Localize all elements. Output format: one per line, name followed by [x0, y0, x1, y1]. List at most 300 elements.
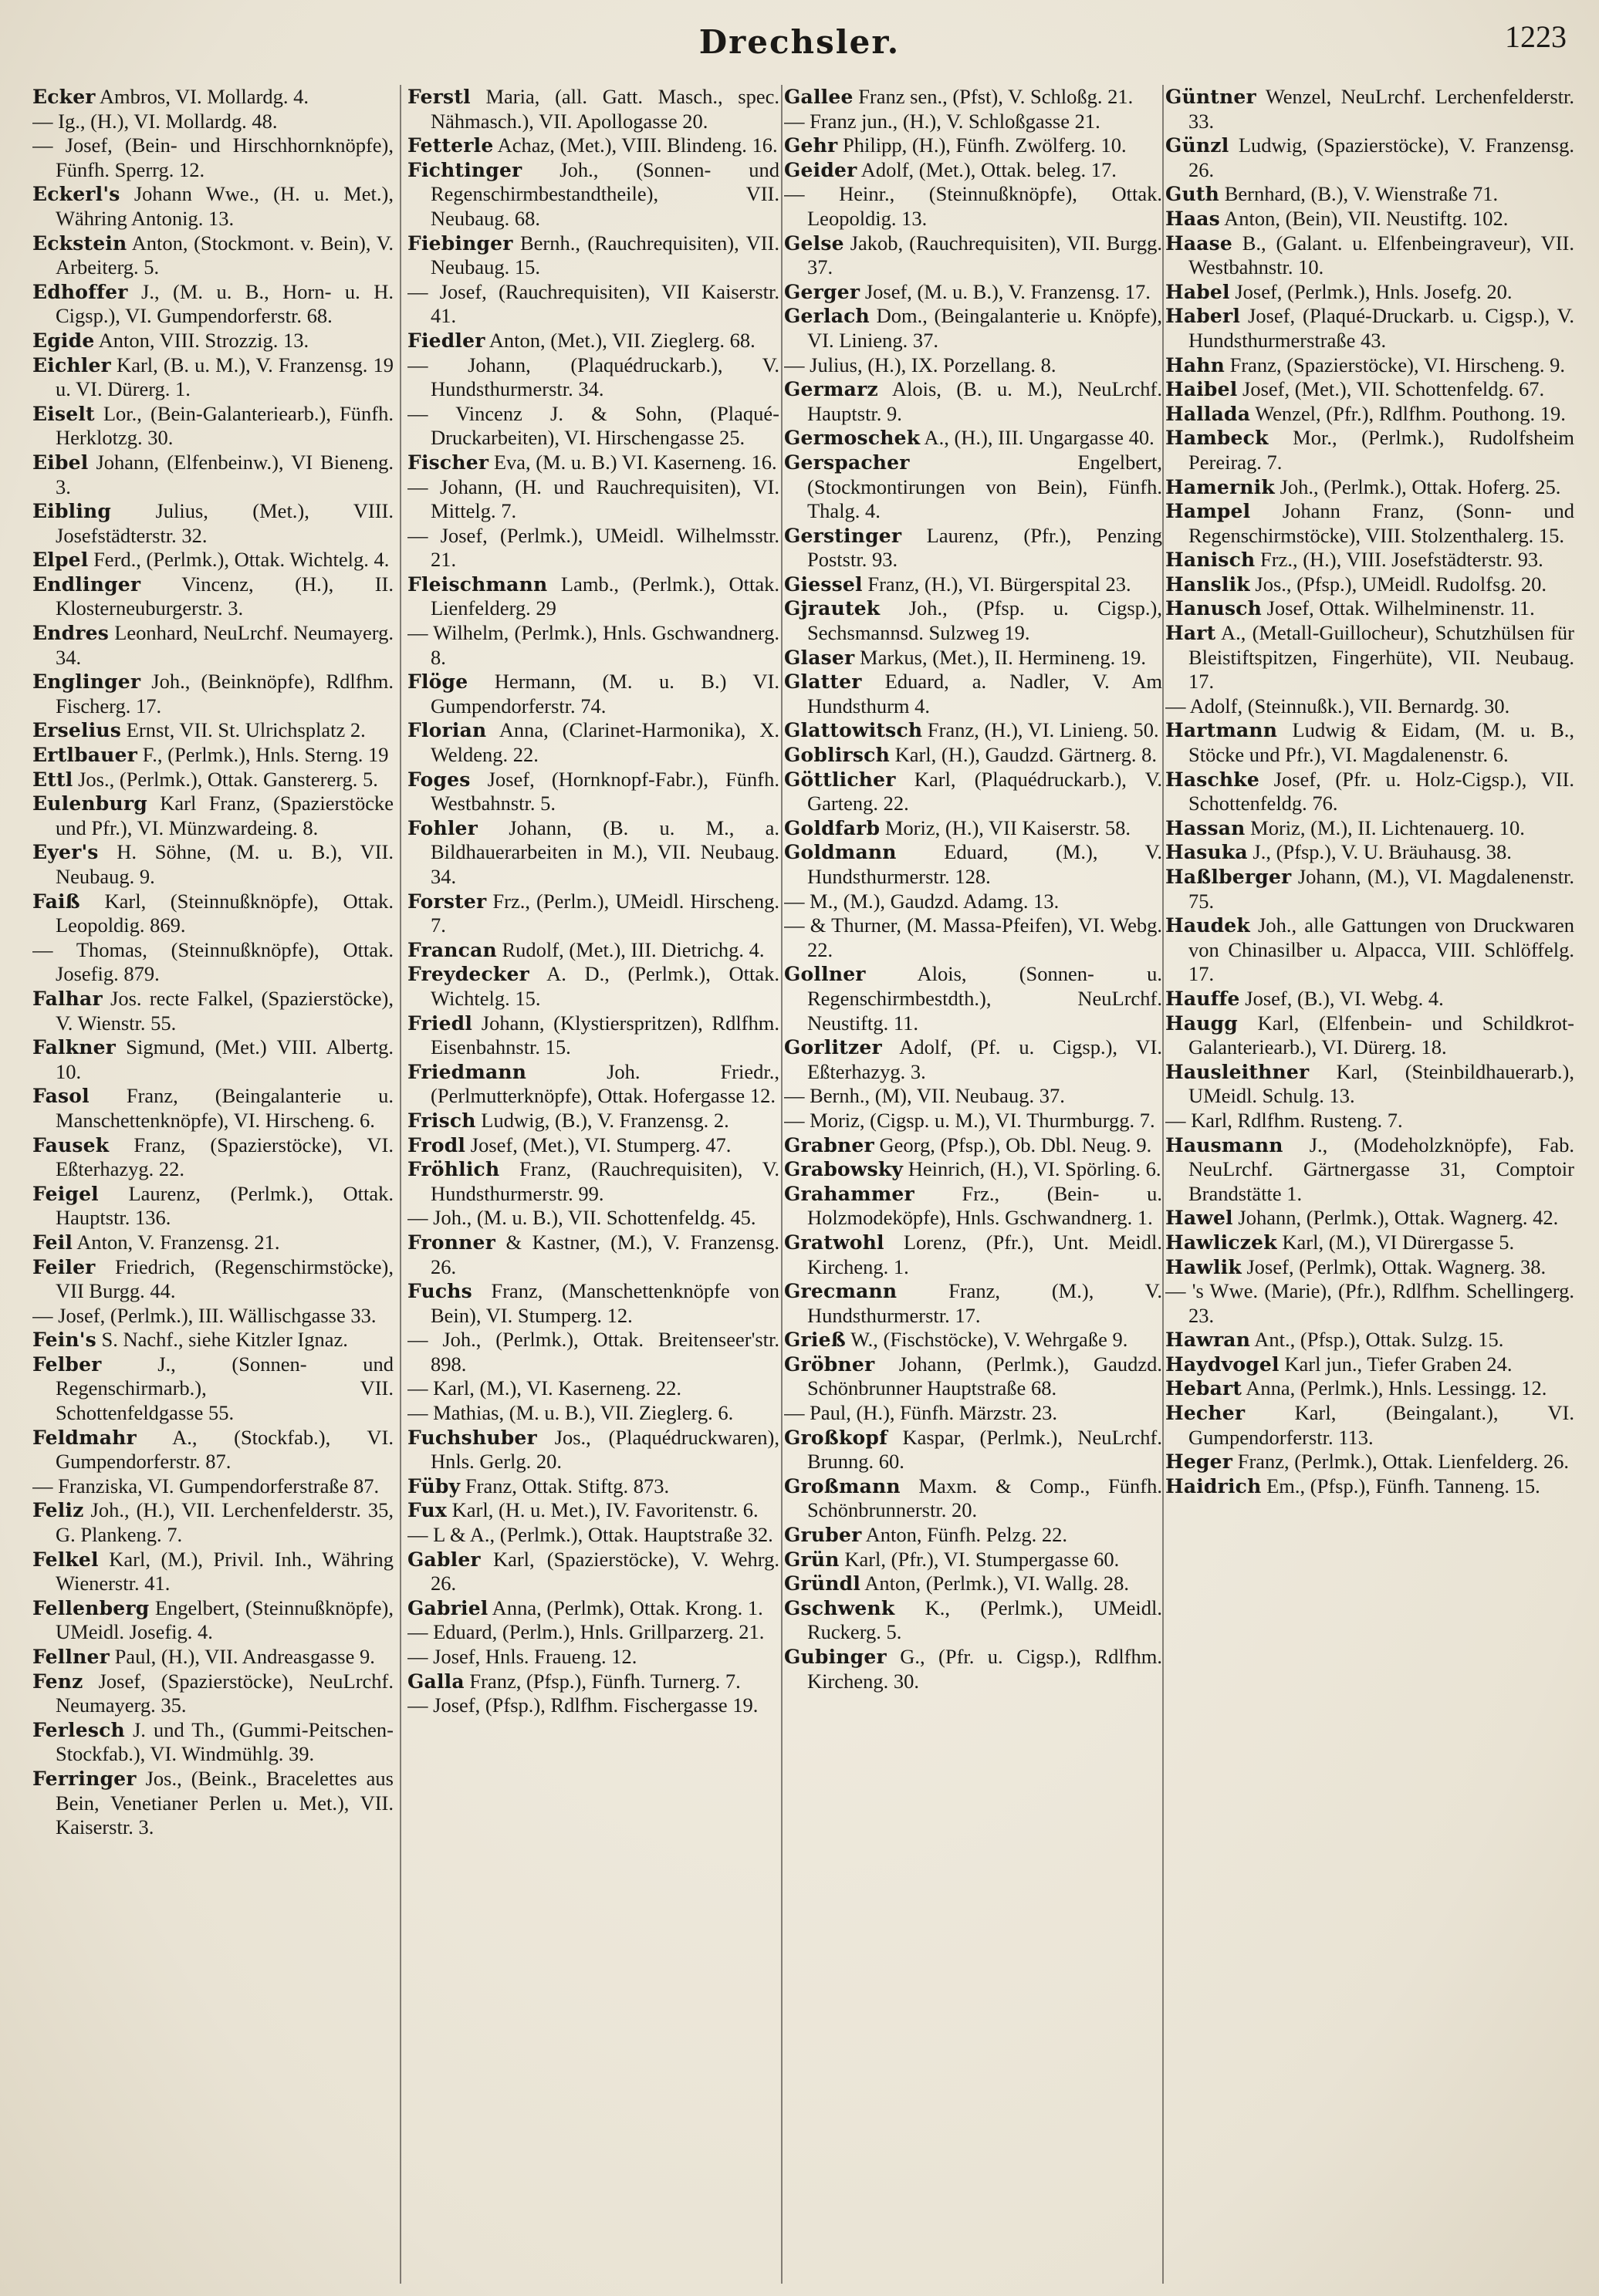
directory-entry: [784, 231, 1162, 280]
directory-entry: [32, 1255, 394, 1304]
entry-details: Anton, (Stockmont. v. Bein), V. Arbeiterg. 5.: [56, 231, 394, 279]
entry-details: W., (Fischstöcke), V. Wehrgaße 9.: [845, 1328, 1128, 1352]
entry-details: Karl, (H.), Gaudzd. Gärtnerg. 8.: [889, 743, 1158, 767]
entry-name: Eckstein: [32, 231, 127, 255]
directory-entry: [784, 1157, 1162, 1182]
directory-entry: [407, 1060, 779, 1109]
directory-entry: [407, 572, 779, 621]
entry-details: Lorenz, (Pfr.), Unt. Meidl. Kircheng. 1.: [807, 1230, 1162, 1278]
entry-details: — Moriz, (Cigsp. u. M.), VI. Thurmburgg. 7.: [784, 1108, 1155, 1132]
entry-details: Johann, (Elfenbeinw.), VI Bieneng. 3.: [56, 450, 394, 498]
entry-name: Forster: [407, 890, 487, 913]
entry-name: Fiedler: [407, 329, 485, 352]
entry-details: Karl, (H. u. Met.), IV. Favoritenstr. 6.: [447, 1498, 759, 1522]
entry-details: — Ig., (H.), VI. Mollardg. 48.: [32, 109, 278, 133]
page-number: 1223: [1505, 19, 1567, 54]
entry-details: Josef, (Perlmk.), Hnls. Josefg. 20.: [1229, 279, 1513, 303]
entry-name: Ettl: [32, 768, 73, 791]
directory-entry: [407, 1401, 779, 1426]
entry-details: Joh., alle Gattungen von Druckwaren von Chinasilber u. Alpacca, VIII. Schlöffelg. 17.: [1188, 913, 1574, 986]
entry-name: Frodl: [407, 1133, 466, 1156]
entry-name: Friedmann: [407, 1060, 527, 1083]
directory-entry: [407, 670, 779, 718]
entry-details: — & Thurner, (M. Massa-Pfeifen), VI. Webg. 22.: [784, 913, 1162, 961]
entry-name: Haidrich: [1165, 1474, 1262, 1497]
entry-details: K., (Perlmk.), UMeidl. Ruckerg. 5.: [807, 1595, 1162, 1644]
entry-details: Karl, (Pfr.), VI. Stumpergasse 60.: [839, 1547, 1120, 1571]
directory-entry: [1165, 1450, 1574, 1474]
entry-name: Grecmann: [784, 1280, 898, 1303]
directory-entry: [784, 158, 1162, 183]
entry-details: Karl, (Plaquédruckarb.), V. Garteng. 22.: [807, 767, 1162, 815]
entry-details: Josef, Ottak. Wilhelminenstr. 11.: [1262, 596, 1535, 620]
entry-name: Haudek: [1165, 914, 1250, 937]
entry-name: Feldmahr: [32, 1426, 137, 1449]
directory-entry: [407, 1670, 779, 1694]
entry-name: Günzl: [1165, 134, 1229, 157]
directory-entry: [1165, 133, 1574, 182]
directory-entry: [407, 158, 779, 231]
entry-details: Laurenz, (Pfr.), Penzing Poststr. 93.: [807, 523, 1162, 572]
entry-name: Endlinger: [32, 572, 141, 596]
entry-details: Johann, (Klystierspritzen), Rdlfhm. Eisenbahnstr. 15.: [431, 1011, 779, 1059]
entry-details: Karl, (M.), Privil. Inh., Währing Wienerstr. 41.: [56, 1547, 394, 1595]
entry-name: Fetterle: [407, 134, 494, 157]
directory-entry: [407, 475, 779, 524]
directory-entry: [407, 1133, 779, 1158]
entry-name: Francan: [407, 938, 497, 961]
directory-entry: [32, 1548, 394, 1596]
directory-entry: [407, 962, 779, 1011]
directory-entry: [1165, 182, 1574, 207]
entry-details: — Julius, (H.), IX. Porzellang. 8.: [784, 353, 1056, 376]
entry-name: Hassan: [1165, 816, 1246, 839]
entry-name: Gabler: [407, 1548, 481, 1571]
directory-entry: [32, 1182, 394, 1231]
directory-entry: [784, 110, 1162, 134]
entry-name: Fronner: [407, 1231, 495, 1254]
entry-details: Anton, Fünfh. Pelzg. 22.: [861, 1523, 1067, 1547]
entry-name: Guth: [1165, 183, 1220, 206]
entry-details: Joh., (Perlmk.), Ottak. Hoferg. 25.: [1274, 474, 1561, 498]
directory-entry: [784, 596, 1162, 645]
directory-entry: [1165, 572, 1574, 597]
entry-name: Hanslik: [1165, 572, 1250, 596]
directory-entry: [784, 670, 1162, 718]
directory-entry: [32, 110, 394, 134]
entry-details: Maxm. & Comp., Fünfh. Schönbrunnerstr. 20.: [807, 1474, 1162, 1522]
entry-name: Gabriel: [407, 1596, 488, 1619]
entry-name: Hawran: [1165, 1329, 1251, 1352]
directory-entry: [784, 1035, 1162, 1084]
entry-name: Galla: [407, 1670, 465, 1693]
entry-details: Frz., (Perlm.), UMeidl. Hirscheng. 7.: [431, 889, 779, 937]
directory-entry: [1165, 353, 1574, 378]
entry-details: — Johann, (H. und Rauchrequisiten), VI. Mittelg. 7.: [407, 474, 779, 523]
entry-name: Falhar: [32, 987, 103, 1010]
entry-details: A., (Metall-Guillocheur), Schutzhülsen für Bleistiftspitzen, Fingerhüte), VII. Neubaug. 17.: [1188, 621, 1574, 694]
entry-details: Josef, (Perlmk), Ottak. Wagnerg. 38.: [1241, 1254, 1547, 1278]
directory-entry: [407, 280, 779, 329]
directory-entry: [784, 1182, 1162, 1231]
directory-entry: [407, 1693, 779, 1718]
entry-details: — Josef, (Perlmk.), UMeidl. Wilhelmsstr. 21.: [407, 523, 779, 572]
entry-details: Kaspar, (Perlmk.), NeuLrchf. Brunng. 60.: [807, 1425, 1162, 1474]
directory-entry: [32, 1426, 394, 1474]
directory-entry: [784, 646, 1162, 670]
directory-entry: [784, 1328, 1162, 1352]
directory-entry: [32, 231, 394, 280]
entry-name: Hasuka: [1165, 841, 1248, 864]
entry-details: Rudolf, (Met.), III. Dietrichg. 4.: [496, 937, 765, 961]
directory-entry: [784, 840, 1162, 889]
directory-entry: [407, 353, 779, 402]
entry-details: — M., (M.), Gaudzd. Adamg. 13.: [784, 889, 1060, 913]
directory-entry: [1165, 231, 1574, 280]
entry-details: Vincenz, (H.), II. Klosterneuburgerstr. 3.: [56, 572, 394, 620]
entry-details: Anton, V. Franzensg. 21.: [73, 1230, 280, 1254]
directory-entry: [784, 1596, 1162, 1645]
directory-entry: [407, 1645, 779, 1670]
directory-entry: [1165, 865, 1574, 913]
entry-details: Josef, (Met.), VII. Schottenfeldg. 67.: [1237, 377, 1545, 401]
entry-details: — L & A., (Perlmk.), Ottak. Hauptstraße 32.: [407, 1523, 773, 1547]
directory-entry: [32, 621, 394, 670]
entry-details: — Adolf, (Steinnußk.), VII. Bernardg. 30.: [1165, 694, 1510, 718]
entry-details: Anton, VIII. Strozzig. 13.: [94, 328, 309, 352]
entry-name: Fellner: [32, 1646, 110, 1668]
entry-details: Franz, (Beingalanterie u. Manschettenknöpfe), VI. Hirscheng. 6.: [56, 1084, 394, 1132]
entry-name: Grün: [784, 1548, 840, 1571]
entry-details: Franz, (H.), VI. Bürgerspital 23.: [862, 572, 1131, 596]
entry-name: Hawel: [1165, 1207, 1233, 1230]
directory-entry: [407, 1109, 779, 1133]
directory-entry: [32, 1084, 394, 1133]
entry-details: Franz, (Spazierstöcke), VI. Eßterhazyg. 22.: [56, 1133, 394, 1181]
entry-name: Ferlesch: [32, 1718, 125, 1741]
entry-name: Hamernik: [1165, 475, 1275, 498]
directory-entry: [32, 1767, 394, 1840]
entry-details: Wenzel, (Pfr.), Rdlfhm. Pouthong. 19.: [1250, 401, 1566, 425]
entry-name: Glatter: [784, 670, 862, 694]
entry-details: Hermann, (M. u. B.) VI. Gumpendorferstr. 74.: [431, 670, 779, 718]
directory-entry: [1165, 1401, 1574, 1450]
column-divider: [1162, 85, 1164, 2284]
entry-details: A., (Stockfab.), VI. Gumpendorferstr. 87.: [56, 1425, 394, 1474]
entry-details: — Josef, (Pfsp.), Rdlfhm. Fischergasse 19.: [407, 1693, 759, 1717]
directory-entry: [407, 524, 779, 572]
directory-entry: [32, 768, 394, 792]
entry-details: Ludwig & Eidam, (M. u. B., Stöcke und Pfr.), VI. Magdalenenstr. 6.: [1188, 718, 1574, 767]
directory-entry: [32, 938, 394, 987]
directory-entry: [407, 1498, 779, 1523]
directory-entry: [32, 499, 394, 548]
entry-name: Großkopf: [784, 1426, 888, 1449]
directory-entry: [32, 792, 394, 840]
directory-entry: [32, 329, 394, 353]
entry-name: Erselius: [32, 719, 122, 742]
entry-details: J., (Pfsp.), V. U. Bräuhausg. 38.: [1247, 840, 1512, 864]
entry-details: Dom., (Beingalanterie u. Knöpfe), VI. Linieng. 37.: [807, 304, 1162, 352]
entry-name: Hartmann: [1165, 719, 1278, 742]
directory-entry: [32, 280, 394, 329]
entry-details: Johann, (Perlmk.), Gaudzd. Schönbrunner Hauptstraße 68.: [807, 1352, 1162, 1400]
entry-details: Franz, (Perlmk.), Ottak. Lienfelderg. 26.: [1232, 1450, 1569, 1474]
directory-entry: [32, 548, 394, 572]
directory-entry: [1165, 1133, 1574, 1207]
entry-name: Gelse: [784, 231, 844, 255]
entry-name: Edhoffer: [32, 280, 128, 303]
directory-entry: [784, 1572, 1162, 1596]
directory-entry: [784, 280, 1162, 305]
entry-details: Karl, (M.), VI Dürergasse 5.: [1276, 1230, 1515, 1254]
directory-entry: [1165, 1011, 1574, 1060]
directory-entry: [1165, 694, 1574, 719]
entry-details: Franz, (Spazierstöcke), VI. Hirscheng. 9.: [1224, 353, 1566, 376]
directory-entry: [407, 85, 779, 133]
entry-name: Hecher: [1165, 1402, 1246, 1425]
entry-details: Eva, (M. u. B.) VI. Kaserneng. 16.: [488, 450, 777, 474]
directory-entry: [407, 816, 779, 890]
directory-entry: [32, 743, 394, 768]
entry-details: Ambros, VI. Mollardg. 4.: [95, 85, 309, 108]
directory-entry: [407, 329, 779, 353]
directory-entry: [32, 1231, 394, 1255]
directory-entry: [407, 890, 779, 938]
entry-details: Karl, (Beingalant.), VI. Gumpendorferstr. 113.: [1188, 1401, 1574, 1449]
entry-details: Joh., (Sonnen- und Regenschirmbestandtheile), VII. Neubaug. 68.: [431, 157, 779, 230]
entry-details: Adolf, (Met.), Ottak. beleg. 17.: [857, 157, 1117, 181]
entry-name: Hauffe: [1165, 987, 1240, 1010]
entry-details: Philipp, (H.), Fünfh. Zwölferg. 10.: [837, 133, 1127, 157]
entry-name: Ecker: [32, 86, 96, 108]
entry-name: Hausleithner: [1165, 1060, 1310, 1083]
entry-details: Heinrich, (H.), VI. Spörling. 6.: [903, 1157, 1161, 1181]
directory-entry: [407, 1011, 779, 1060]
entry-name: Grieß: [784, 1329, 846, 1352]
entry-details: Laurenz, (Perlmk.), Ottak. Hauptstr. 136.: [56, 1181, 394, 1230]
directory-entry: [1165, 475, 1574, 500]
entry-details: G., (Pfr. u. Cigsp.), Rdlfhm. Kircheng. 30.: [807, 1645, 1162, 1693]
entry-name: Grabner: [784, 1133, 874, 1156]
entry-name: Gubinger: [784, 1646, 887, 1668]
entry-name: Eulenburg: [32, 792, 147, 815]
entry-details: — Josef, (Rauchrequisiten), VII Kaiserstr. 41.: [407, 279, 779, 328]
directory-entry: [407, 1474, 779, 1499]
entry-name: Felkel: [32, 1548, 99, 1571]
directory-entry: [32, 353, 394, 402]
entry-details: Sigmund, (Met.) VIII. Albertg. 10.: [56, 1035, 394, 1083]
directory-entry: [1165, 1206, 1574, 1231]
entry-details: Lamb., (Perlmk.), Ottak. Lienfelderg. 29: [431, 572, 779, 620]
directory-entry: [1165, 280, 1574, 305]
entry-name: Eibel: [32, 451, 89, 474]
entry-details: Franz sen., (Pfst), V. Schloßg. 21.: [853, 85, 1134, 108]
directory-entry: [32, 987, 394, 1035]
entry-details: — Franziska, VI. Gumpendorferstraße 87.: [32, 1474, 380, 1497]
entry-name: Feliz: [32, 1499, 84, 1522]
entry-name: Germarz: [784, 378, 878, 401]
directory-entry: [1165, 840, 1574, 865]
entry-details: Moriz, (M.), II. Lichtenauerg. 10.: [1245, 815, 1525, 839]
entry-details: J., (M. u. B., Horn- u. H. Cigsp.), VI. Gumpendorferstr. 68.: [56, 279, 394, 328]
entry-details: Alois, (B. u. M.), NeuLrchf. Hauptstr. 9.: [807, 377, 1162, 425]
directory-entry: [32, 840, 394, 889]
entry-name: Fischer: [407, 451, 489, 474]
directory-entry: [784, 304, 1162, 353]
entry-name: Hebart: [1165, 1377, 1242, 1400]
entry-name: Haibel: [1165, 378, 1238, 401]
entry-details: Lor., (Bein-Galanteriearb.), Fünfh. Herklotzg. 30.: [56, 401, 394, 450]
entry-details: — Josef, Hnls. Fraueng. 12.: [407, 1645, 637, 1668]
entry-name: Friedl: [407, 1011, 473, 1035]
entry-details: Joh., (H.), VII. Lerchenfelderstr. 35, G. Plankeng. 7.: [56, 1498, 394, 1547]
directory-entry: [1165, 596, 1574, 621]
entry-name: Florian: [407, 719, 487, 742]
entry-name: Gjrautek: [784, 597, 881, 620]
entry-name: Hanisch: [1165, 549, 1256, 572]
directory-entry: [784, 572, 1162, 597]
directory-entry: [32, 451, 394, 499]
directory-entry: [32, 182, 394, 231]
entry-name: Hawlik: [1165, 1255, 1242, 1278]
directory-entry: [407, 1548, 779, 1596]
entry-details: Bernhard, (B.), V. Wienstraße 71.: [1219, 182, 1499, 206]
directory-entry: [784, 1352, 1162, 1401]
entry-details: Johann Franz, (Sonn- und Regenschirmstöcke), VIII. Stolzenthalerg. 15.: [1188, 499, 1574, 547]
entry-details: Jos., (Plaquédruckwaren), Hnls. Gerlg. 20.: [431, 1425, 779, 1474]
directory-entry: [1165, 816, 1574, 841]
entry-details: — Paul, (H.), Fünfh. Märzstr. 23.: [784, 1401, 1058, 1425]
entry-name: Habel: [1165, 280, 1230, 303]
column-divider: [400, 85, 401, 2284]
column-1: [32, 85, 394, 2291]
entry-details: — Karl, (M.), VI. Kaserneng. 22.: [407, 1376, 681, 1400]
directory-entry: [407, 1206, 779, 1231]
entry-name: Goldfarb: [784, 816, 881, 839]
directory-entry: [1165, 304, 1574, 353]
entry-name: Fuchshuber: [407, 1426, 537, 1449]
entry-name: Eyer's: [32, 841, 99, 864]
entry-name: Göttlicher: [784, 768, 896, 791]
directory-entry: [784, 1474, 1162, 1523]
entry-name: Goldmann: [784, 841, 897, 864]
entry-name: Eibling: [32, 500, 112, 523]
directory-entry: [784, 1084, 1162, 1109]
entry-details: Johann, (Perlmk.), Ottak. Wagnerg. 42.: [1232, 1206, 1559, 1230]
directory-entry: [784, 1401, 1162, 1426]
entry-name: Gröbner: [784, 1352, 875, 1376]
entry-name: Flöge: [407, 670, 468, 694]
entry-details: Anton, (Perlmk.), VI. Wallg. 28.: [860, 1572, 1130, 1595]
entry-details: Joh., (Pfsp. u. Cigsp.), Sechsmannsd. Sulzweg 19.: [807, 596, 1162, 645]
directory-entry: [407, 1328, 779, 1376]
entry-details: Em., (Pfsp.), Fünfh. Tanneng. 15.: [1261, 1474, 1540, 1497]
directory-entry: [784, 426, 1162, 451]
entry-name: Gerstinger: [784, 524, 902, 547]
entry-name: Englinger: [32, 670, 141, 694]
entry-name: Fohler: [407, 816, 478, 839]
entry-details: J. und Th., (Gummi-Peitschen-Stockfab.), VI. Windmühlg. 39.: [56, 1717, 394, 1766]
directory-entry: [784, 182, 1162, 231]
entry-details: A., (H.), III. Ungargasse 40.: [920, 426, 1154, 450]
page-title: Drechsler.: [698, 23, 901, 61]
directory-entry: [1165, 548, 1574, 572]
entry-name: Grahammer: [784, 1182, 914, 1205]
directory-entry: [32, 1035, 394, 1084]
entry-name: Fleischmann: [407, 572, 548, 596]
entry-name: Fausek: [32, 1133, 110, 1156]
directory-entry: [407, 621, 779, 670]
entry-details: Karl Franz, (Spazierstöcke und Pfr.), VI. Münzwardeing. 8.: [56, 792, 394, 839]
entry-details: Adolf, (Pf. u. Cigsp.), VI. Eßterhazyg. 3.: [807, 1035, 1162, 1083]
entry-details: Wenzel, NeuLrchf. Lerchenfelderstr. 33.: [1188, 85, 1574, 133]
directory-entry: [407, 1157, 779, 1206]
directory-entry: [784, 1548, 1162, 1572]
directory-entry: [32, 890, 394, 938]
entry-details: Johann, (M.), VI. Magdalenenstr. 75.: [1188, 865, 1574, 913]
entry-details: Anton, (Bein), VII. Neustiftg. 102.: [1219, 206, 1509, 230]
entry-name: Felber: [32, 1352, 102, 1376]
entry-name: Gerspacher: [784, 451, 910, 474]
entry-name: Feil: [32, 1231, 73, 1254]
entry-details: Josef, (B.), VI. Webg. 4.: [1239, 986, 1444, 1010]
directory-entry: [32, 1718, 394, 1767]
entry-details: H. Söhne, (M. u. B.), VII. Neubaug. 9.: [56, 840, 394, 888]
directory-entry: [407, 1279, 779, 1328]
entry-name: Fiebinger: [407, 231, 513, 255]
directory-entry: [32, 133, 394, 182]
directory-entry: [784, 1645, 1162, 1693]
entry-details: & Kastner, (M.), V. Franzensg. 26.: [431, 1230, 779, 1278]
directory-entry: [32, 1133, 394, 1182]
directory-entry: [1165, 1060, 1574, 1109]
entry-details: Josef, (Spazierstöcke), NeuLrchf. Neumayerg. 35.: [56, 1669, 394, 1717]
entry-details: Moriz, (H.), VII Kaiserstr. 58.: [880, 815, 1131, 839]
entry-name: Haßlberger: [1165, 866, 1292, 888]
entry-name: Fasol: [32, 1085, 90, 1108]
entry-details: Engelbert, (Stockmontirungen von Bein), Fünfh. Thalg. 4.: [807, 450, 1162, 523]
entry-details: Franz, (M.), V. Hundsthurmerstr. 17.: [807, 1279, 1162, 1327]
entry-details: Leonhard, NeuLrchf. Neumayerg. 34.: [56, 621, 394, 669]
entry-details: Josef, (Plaqué-Druckarb. u. Cigsp.), V. Hundsthurmerstraße 43.: [1188, 304, 1574, 352]
entry-name: Gruber: [784, 1524, 862, 1547]
entry-details: — Bernh., (M), VII. Neubaug. 37.: [784, 1084, 1065, 1108]
entry-name: Fenz: [32, 1670, 83, 1693]
page-header: [0, 17, 1599, 63]
directory-entry: [1165, 1231, 1574, 1255]
entry-details: Frz., (H.), VIII. Josefstädterstr. 93.: [1255, 548, 1543, 572]
entry-name: Giessel: [784, 572, 863, 596]
directory-entry: [32, 1670, 394, 1718]
entry-name: Haschke: [1165, 768, 1259, 791]
entry-name: Hahn: [1165, 353, 1225, 376]
entry-name: Frisch: [407, 1109, 476, 1132]
entry-details: Anna, (Perlmk), Ottak. Krong. 1.: [488, 1595, 763, 1619]
entry-name: Foges: [407, 768, 471, 791]
entry-details: Josef, (M. u. B.), V. Franzensg. 17.: [860, 279, 1151, 303]
entry-details: Ludwig, (B.), V. Franzensg. 2.: [475, 1108, 729, 1132]
entry-name: Feigel: [32, 1182, 99, 1205]
entry-name: Gründl: [784, 1572, 861, 1595]
entry-name: Glaser: [784, 646, 855, 669]
directory-entry: [784, 1109, 1162, 1133]
entry-details: Josef, (Hornknopf-Fabr.), Fünfh. Westbahnstr. 5.: [431, 767, 779, 815]
entry-name: Gorlitzer: [784, 1036, 882, 1059]
entry-details: Ant., (Pfsp.), Ottak. Sulzg. 15.: [1250, 1328, 1504, 1352]
directory-entry: [784, 816, 1162, 841]
entry-details: Achaz, (Met.), VIII. Blindeng. 16.: [493, 133, 778, 157]
